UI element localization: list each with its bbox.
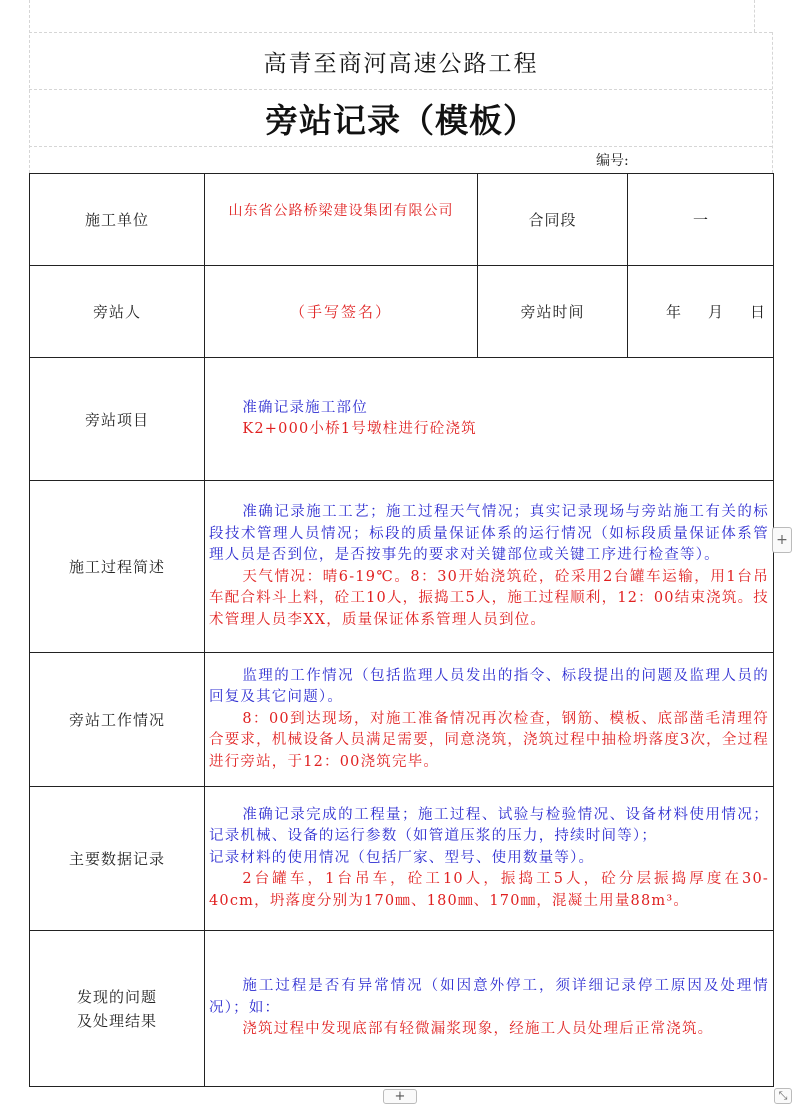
contract-section-cell[interactable] bbox=[628, 174, 774, 266]
table-resize-icon[interactable]: ⤡ bbox=[774, 1088, 792, 1104]
process-summary-content bbox=[205, 496, 773, 637]
page-guide-top-right bbox=[754, 0, 755, 32]
supervised-item-label-text: 旁站项目 bbox=[84, 410, 149, 429]
issues-content bbox=[205, 970, 773, 1047]
process-summary-hint: 准确记录施工工艺；施工过程天气情况；真实记录现场与旁站施工有关的标段技术管理人员情况；标段的质量保证体系的运行情况（如标段质量保证体系管理人员是否到位，是否按事先的要求对关键部位或关键工序进行检查等）。 bbox=[209, 504, 769, 563]
construction-unit-cell[interactable] bbox=[205, 174, 478, 266]
supervised-item-content bbox=[205, 392, 773, 447]
serial-number-label: 编号: bbox=[596, 153, 629, 169]
date-month-label: 月 bbox=[707, 303, 723, 321]
main-data-content bbox=[205, 799, 773, 919]
main-data-cell[interactable] bbox=[205, 787, 774, 931]
page-guide-h3 bbox=[29, 146, 772, 147]
contract-section-value: 一 bbox=[692, 211, 708, 229]
main-data-label bbox=[30, 787, 205, 931]
supervisor-label bbox=[30, 266, 205, 358]
supervisor-signature-cell[interactable] bbox=[205, 266, 478, 358]
process-summary-value: 天气情况：晴6-19℃。8：30开始浇筑砼，砼采用2台罐车运输，用1台吊车配合料斗上料，砼工10人，振捣工5人，施工过程顺利，12：00结束浇筑。技术管理人员李XX，质量保证体系管理人员到位。 bbox=[209, 568, 769, 628]
supervision-time-label-text: 旁站时间 bbox=[520, 303, 585, 321]
issues-cell[interactable] bbox=[205, 931, 774, 1087]
page-guide-right bbox=[772, 32, 773, 173]
project-title: 高青至商河高速公路工程 bbox=[263, 50, 539, 77]
table-row-issues bbox=[30, 931, 774, 1087]
supervision-work-hint: 监理的工作情况（包括监理人员发出的指令、标段提出的问题及监理人员的回复及其它问题）。 bbox=[209, 667, 769, 706]
date-day-label: 日 bbox=[749, 303, 765, 321]
add-row-button[interactable]: + bbox=[383, 1089, 417, 1104]
main-data-label-text: 主要数据记录 bbox=[68, 850, 165, 868]
table-row-supervision bbox=[30, 653, 774, 787]
supervision-work-cell[interactable] bbox=[205, 653, 774, 787]
construction-unit-label-text: 施工单位 bbox=[84, 211, 149, 229]
main-data-value: 2台罐车，1台吊车，砼工10人，振捣工5人，砼分层振捣厚度在30-40cm，坍落度分别为170㎜、180㎜、170㎜，混凝土用量88m³。 bbox=[209, 871, 769, 909]
contract-section-label bbox=[478, 174, 628, 266]
supervision-work-value: 8：00到达现场，对施工准备情况再次检查，钢筋、模板、底部凿毛清理符合要求，机械设备人员满足需要，同意浇筑，浇筑过程中抽检坍落度3次，全过程进行旁站，于12：00浇筑完毕。 bbox=[209, 710, 769, 770]
contract-section-label-text: 合同段 bbox=[528, 211, 577, 229]
page-guide-left bbox=[29, 0, 30, 173]
supervision-work-label bbox=[30, 653, 205, 787]
supervised-item-hint: 准确记录施工部位 bbox=[242, 399, 368, 416]
supervision-time-label bbox=[478, 266, 628, 358]
construction-unit-value: 山东省公路桥梁建设集团有限公司 bbox=[228, 203, 454, 219]
construction-unit-label bbox=[30, 174, 205, 266]
supervised-item-label bbox=[30, 358, 205, 481]
table-row-data bbox=[30, 787, 774, 931]
page-guide-h1 bbox=[29, 32, 772, 33]
issues-hint: 施工过程是否有异常情况（如因意外停工，须详细记录停工原因及处理情况）；如： bbox=[209, 978, 769, 1016]
process-summary-label bbox=[30, 481, 205, 653]
supervised-item-cell[interactable] bbox=[205, 358, 774, 481]
issues-label-line2: 及处理结果 bbox=[76, 1011, 157, 1030]
supervision-date bbox=[628, 301, 773, 322]
main-data-hint-1: 准确记录完成的工程量；施工过程、试验与检验情况、设备材料使用情况；记录机械、设备的运行参数（如管道压浆的压力，持续时间等）； bbox=[209, 806, 769, 845]
table-row-unit bbox=[30, 174, 774, 266]
form-title: 旁站记录（模板） bbox=[265, 100, 537, 140]
supervised-item-value: K2+000小桥1号墩柱进行砼浇筑 bbox=[242, 421, 477, 437]
table-row-item bbox=[30, 358, 774, 481]
issues-value: 浇筑过程中发现底部有轻微漏浆现象，经施工人员处理后正常浇筑。 bbox=[242, 1021, 714, 1038]
issues-label bbox=[30, 931, 205, 1087]
process-summary-cell[interactable] bbox=[205, 481, 774, 653]
table-row-person bbox=[30, 266, 774, 358]
supervision-work-content bbox=[205, 660, 773, 780]
table-row-process bbox=[30, 481, 774, 653]
date-year-label: 年 bbox=[666, 303, 682, 321]
supervisor-signature-value: （手写签名） bbox=[289, 303, 392, 321]
add-column-button[interactable]: + bbox=[772, 527, 792, 553]
supervisor-label-text: 旁站人 bbox=[92, 303, 141, 321]
main-data-hint-2: 记录材料的使用情况（包括厂家、型号、使用数量等）。 bbox=[209, 849, 595, 866]
issues-label-line1: 发现的问题 bbox=[76, 987, 157, 1006]
process-summary-label-text: 施工过程简述 bbox=[68, 558, 165, 576]
supervision-date-cell[interactable] bbox=[628, 266, 774, 358]
supervision-work-label-text: 旁站工作情况 bbox=[68, 711, 165, 729]
inspection-form-table bbox=[29, 173, 774, 1087]
